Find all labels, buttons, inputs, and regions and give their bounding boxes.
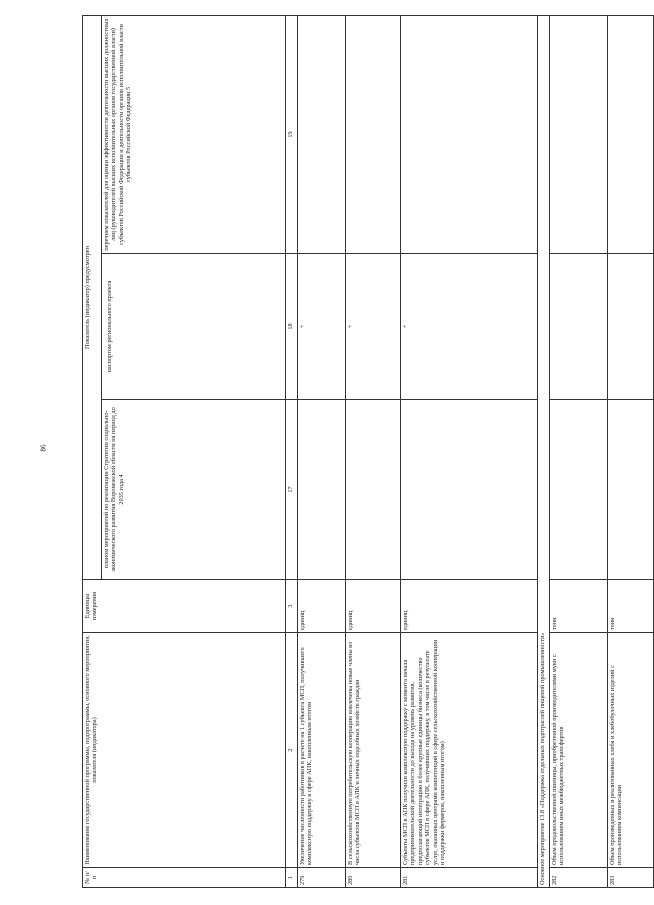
row-name: Объем продовольственной пшеницы, приобретенной производителями муки с использованием иных межбюджетных трансфертов xyxy=(550,633,608,868)
column-number: 1 xyxy=(286,868,298,888)
table-row xyxy=(401,15,538,887)
header-no: № п/п xyxy=(83,868,286,888)
table-row xyxy=(550,15,608,887)
column-number: 17 xyxy=(286,400,298,580)
row-unit: тонн xyxy=(550,580,608,633)
row-name: В сельскохозяйственную потребительскую кооперацию вовлечены новые члены из числа субъектов МСП в АПК и личных подсобных хозяйств граждан xyxy=(346,633,401,868)
row-unit: единиц xyxy=(401,580,538,633)
row-plan xyxy=(346,400,401,580)
column-number: 18 xyxy=(286,254,298,400)
header-group: Показатель (индикатор) предусмотрен xyxy=(83,15,102,579)
column-number: 19 xyxy=(286,15,298,253)
row-passport xyxy=(608,254,654,400)
row-number: 283 xyxy=(608,868,654,888)
row-passport: + xyxy=(298,254,346,400)
indicator-table xyxy=(82,15,654,888)
row-name: Субъекты МСП в АПК получили комплексную поддержку с момента начала предпринимательской деятельности до выхода на уровень развития, предполагающий интеграцию в более крупные единицы бизнеса (количество субъектов МСП в сфере АПК, получивших поддержку, в том числе в результате услуг, оказанных центрами компетенций в сфере сельскохозяйственной кооперации и поддержки фермеров, накопленным итогом) xyxy=(401,633,538,868)
row-name: Объем произведенных и реализованных хлеба и хлебобулочных изделий с использованием компенсации xyxy=(608,633,654,868)
table-row xyxy=(298,15,346,887)
row-plan xyxy=(550,400,608,580)
page-number: 86 xyxy=(39,444,48,452)
table-row xyxy=(608,15,654,887)
row-list xyxy=(346,15,401,253)
header-list: перечнем показателей для оценки эффективности деятельности высших должностных лиц (руководителей высших исполнительных органов государственной власти) субъектов Российской Федерации и деятельности органов исполнительной власти субъектов Российской Федерации 5 xyxy=(102,15,286,253)
column-number: 2 xyxy=(286,633,298,868)
row-passport: + xyxy=(346,254,401,400)
row-passport xyxy=(550,254,608,400)
header-unit: Единицы измерения xyxy=(83,580,286,633)
row-number: 282 xyxy=(550,868,608,888)
row-list xyxy=(298,15,346,253)
row-list xyxy=(401,15,538,253)
table-row xyxy=(346,15,401,887)
row-unit: единиц xyxy=(346,580,401,633)
row-number: 280 xyxy=(346,868,401,888)
row-number: 281 xyxy=(401,868,538,888)
column-number: 3 xyxy=(286,580,298,633)
column-number-row xyxy=(286,15,298,887)
row-name: Увеличение численности работников в расчете на 1 субъекта МСП, получившего комплексную поддержку в сфере АПК, накопленным итогом xyxy=(298,633,346,868)
row-plan xyxy=(401,400,538,580)
header-plan: планом мероприятий по реализации Стратегии социально-экономического развития Воронежской области на период до 2035 года 4 xyxy=(102,400,286,580)
row-list xyxy=(608,15,654,253)
header-row-1 xyxy=(83,15,102,887)
row-list xyxy=(550,15,608,253)
header-passport: паспортом регионального проекта xyxy=(102,254,286,400)
row-passport: + xyxy=(401,254,538,400)
document-sheet xyxy=(82,16,624,888)
section-title: Основное мероприятие 13.8 «Поддержка отдельных подотраслей пищевой промышленности» xyxy=(538,15,550,887)
row-number: 279 xyxy=(298,868,346,888)
row-plan xyxy=(608,400,654,580)
row-unit: единиц xyxy=(298,580,346,633)
row-plan xyxy=(298,400,346,580)
section-row xyxy=(538,15,550,887)
header-name: Наименование государственной программы, подпрограммы, основного мероприятия, показателя (индикатора) xyxy=(83,633,286,868)
rotated-table-area xyxy=(82,16,624,888)
row-unit: тонн xyxy=(608,580,654,633)
